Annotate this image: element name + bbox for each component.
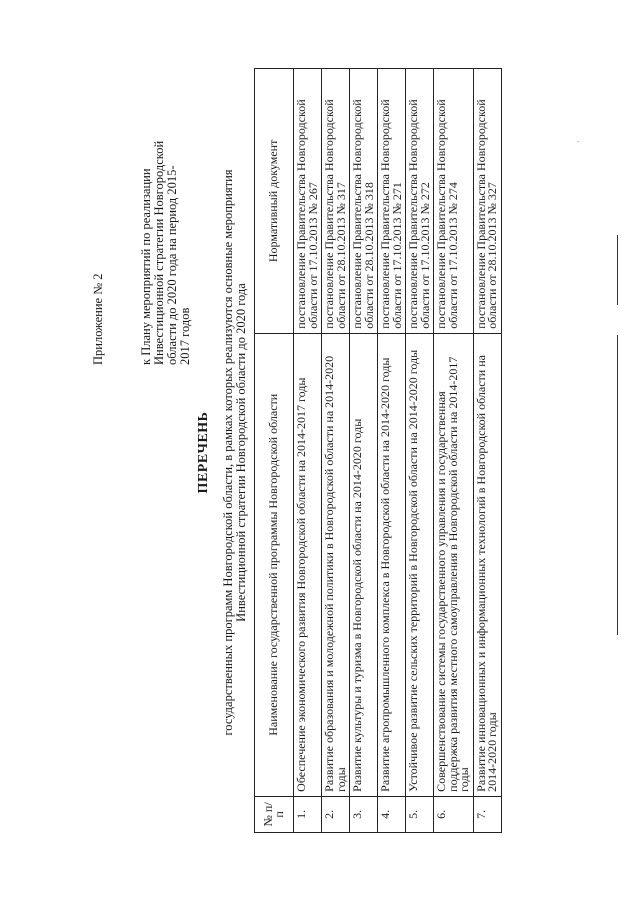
row-num: 1. xyxy=(294,796,322,832)
footer-rule-short xyxy=(617,235,618,305)
table-header-row xyxy=(255,69,294,833)
table-header xyxy=(255,69,294,833)
row-normative-document: постановление Правительства Новгородской области от 28.10.2013 № 317 xyxy=(322,69,350,334)
table-body xyxy=(294,69,502,833)
row-program-name: Развитие образования и молодежной политики в Новгородской области на 2014-2020 годы xyxy=(322,333,350,796)
document-title: ПЕРЕЧЕНЬ xyxy=(196,411,211,494)
header-normative-document: Нормативный документ xyxy=(255,69,294,334)
appendix-line-1: к Плану мероприятий по реализации xyxy=(139,168,153,365)
table-row xyxy=(294,69,322,833)
header-num: № п/п xyxy=(255,796,294,832)
row-normative-document: постановление Правительства Новгородской области от 28.10.2013 № 318 xyxy=(350,69,378,334)
row-normative-document: постановление Правительства Новгородской области от 17.10.2013 № 274 xyxy=(434,69,474,334)
scan-speck: · xyxy=(574,140,583,143)
row-program-name: Развитие культуры и туризма в Новгородской области на 2014-2020 годы xyxy=(350,333,378,796)
row-program-name: Совершенствование системы государственного управления и государственная поддержка развития местного самоуправления в Новгородской области на 2014-2017 годы xyxy=(434,333,474,796)
row-num: 2. xyxy=(322,796,350,832)
row-normative-document: постановление Правительства Новгородской области от 17.10.2013 № 271 xyxy=(378,69,406,334)
table-row xyxy=(350,69,378,833)
row-normative-document: постановление Правительства Новгородской области от 17.10.2013 № 272 xyxy=(406,69,434,334)
programs-table xyxy=(254,68,502,833)
table-row xyxy=(434,69,474,833)
row-normative-document: постановление Правительства Новгородской области от 17.10.2013 № 267 xyxy=(294,69,322,334)
row-program-name: Устойчивое развитие сельских территорий в Новгородской области на 2014-2020 годы xyxy=(406,333,434,796)
table-row xyxy=(473,69,501,833)
document-subtitle-line-2: Инвестиционной стратегии Новгородской области до 2020 года xyxy=(234,283,248,622)
row-num: 3. xyxy=(350,796,378,832)
row-program-name: Развитие агропромышленного комплекса в Новгородской области на 2014-2020 годы xyxy=(378,333,406,796)
appendix-line-3: области до 2020 года на период 2015- xyxy=(165,165,179,365)
footer-rule xyxy=(617,335,618,635)
appendix-line-2: Инвестиционной стратегии Новгородской xyxy=(152,140,166,365)
row-num: 4. xyxy=(378,796,406,832)
header-program-name: Наименование государственной программы Новгородской области xyxy=(255,333,294,796)
table-row xyxy=(322,69,350,833)
row-program-name: Развитие инновационных и информационных технологий в Новгородской области на 2014-2020 годы xyxy=(473,333,501,796)
row-num: 5. xyxy=(406,796,434,832)
row-num: 7. xyxy=(473,796,501,832)
row-program-name: Обеспечение экономического развития Новгородской области на 2014-2017 годы xyxy=(294,333,322,796)
table-row xyxy=(406,69,434,833)
appendix-title: Приложение № 2 xyxy=(91,273,105,365)
appendix-line-4: 2017 годов xyxy=(178,307,192,365)
document-subtitle-line-1: государственных программ Новгородской области, в рамках которых реализуются основные мероприятия xyxy=(221,169,235,736)
row-normative-document: постановление Правительства Новгородской области от 28.10.2013 № 327 xyxy=(473,69,501,334)
table-row xyxy=(378,69,406,833)
row-num: 6. xyxy=(434,796,474,832)
